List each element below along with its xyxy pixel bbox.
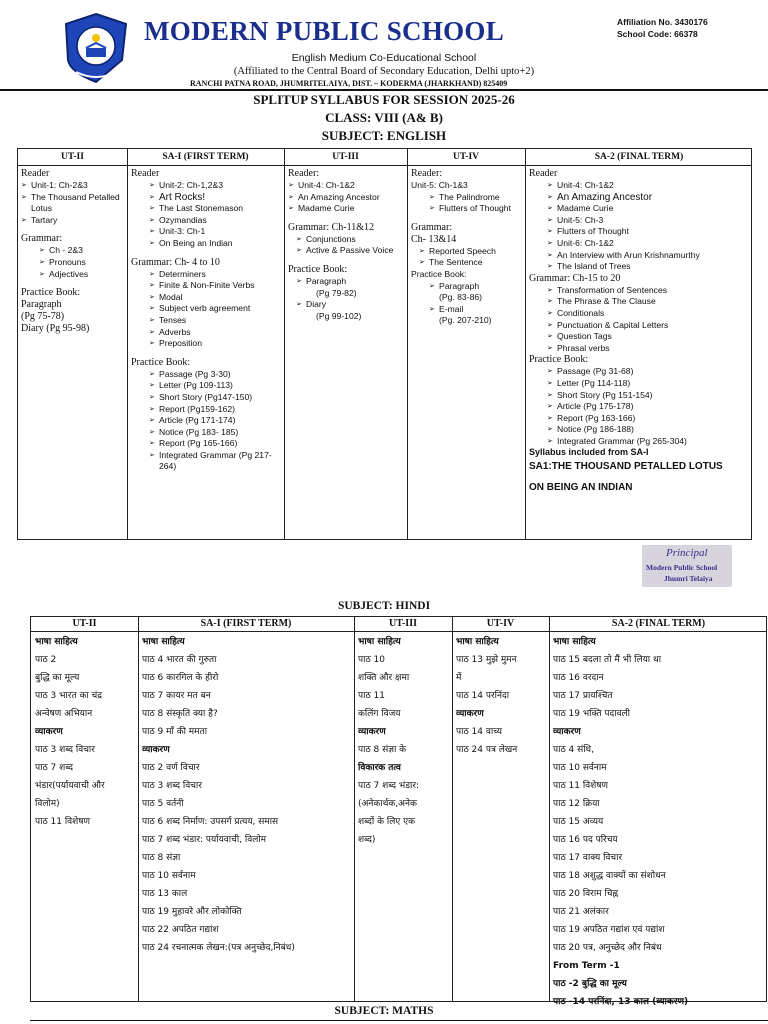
practice-heading: Practice Book: bbox=[411, 268, 467, 279]
grammar-heading: Grammar: bbox=[21, 233, 63, 245]
list-item: ➢ Reported Speech bbox=[419, 246, 523, 258]
list-item: पाठ 15 बदला तो मैं भी लिया था bbox=[553, 655, 662, 665]
section-heading: व्याकरण bbox=[142, 745, 170, 755]
page-bottom-rule bbox=[30, 1020, 768, 1021]
list-item: पाठ 4 संधि, bbox=[553, 745, 594, 755]
hindi-ut4-cell bbox=[456, 633, 548, 759]
list-item: ➢ The Last Stonemason bbox=[149, 203, 282, 215]
list-item: पाठ 22 अपठित गद्यांश bbox=[142, 925, 219, 935]
list-item: पाठ 24 पत्र लेखन bbox=[456, 745, 518, 755]
list-item: ➢ An Amazing Ancestor bbox=[547, 192, 751, 204]
maths-subject-title: SUBJECT: MATHS bbox=[334, 1005, 434, 1017]
stamp-text: Modern Public School bbox=[646, 563, 718, 572]
list-item: पाठ 16 वरदान bbox=[553, 673, 604, 683]
header-row-divider bbox=[18, 165, 751, 166]
list-item: कलिंग विजय bbox=[358, 709, 401, 719]
list-item: पाठ 8 संस्कृति क्या है? bbox=[142, 709, 218, 719]
column-divider bbox=[452, 617, 453, 1001]
list-item: ➢ Preposition bbox=[149, 338, 282, 350]
list-item: ➢ Conjunctions bbox=[296, 234, 405, 246]
list-item: ➢ Ch - 2&3 bbox=[39, 245, 125, 257]
list-item: पाठ 14 परनिंदा bbox=[456, 691, 510, 701]
list-item: पाठ 24 रचनात्मक लेखन:(पत्र अनुच्छेद,निबंध) bbox=[142, 943, 295, 953]
list-item: ➢ Adjectives bbox=[39, 269, 125, 281]
list-item: पाठ 6 शब्द निर्माण: उपसर्ग प्रत्यय, समास bbox=[142, 817, 279, 827]
list-item: ➢ E-mail bbox=[429, 304, 523, 316]
list-item: ➢ Ozymandias bbox=[149, 215, 282, 227]
header-divider bbox=[0, 89, 768, 91]
syllabus-note: Syllabus included from SA-I bbox=[529, 447, 649, 458]
list-item: ➢ Unit-1: Ch-2&3 bbox=[21, 180, 125, 192]
list-item: पाठ 13 मुझे मुमन bbox=[456, 655, 517, 665]
list-item: ➢ Paragraph bbox=[296, 276, 405, 288]
list-item: ➢ On Being an Indian bbox=[149, 238, 282, 250]
list-item: पाठ 2 वर्ण विचार bbox=[142, 763, 200, 773]
reader-heading: Reader bbox=[21, 168, 50, 179]
english-header-sa2: SA-2 (FINAL TERM) bbox=[594, 152, 684, 162]
english-sa2-cell bbox=[529, 168, 751, 495]
list-item: ➢ Subject verb agreement bbox=[149, 303, 282, 315]
list-item: पाठ 15 अव्यय bbox=[553, 817, 604, 827]
list-item: पाठ 17 वाक्य विचार bbox=[553, 853, 623, 863]
practice-heading: Practice Book: bbox=[21, 287, 81, 299]
list-item: शब्द) bbox=[358, 835, 376, 845]
list-item: विकारक तत्व bbox=[358, 763, 401, 773]
page-range: (Pg 79-82) bbox=[316, 287, 357, 298]
reader-heading: Reader: bbox=[288, 168, 320, 179]
affiliation-block bbox=[617, 16, 708, 40]
list-item: ➢ Adverbs bbox=[149, 327, 282, 339]
list-item: ➢ Unit-4: Ch-1&2 bbox=[547, 180, 751, 192]
school-address: RANCHI PATNA ROAD, JHUMRITELAIYA, DIST. – KODERMA (JHARKHAND) 825409 bbox=[190, 79, 508, 88]
list-item: भंडार(पर्यायवाची और bbox=[35, 781, 105, 791]
hindi-header-ut3: UT-III bbox=[389, 618, 417, 629]
list-item: ➢ Article (Pg 171-174) bbox=[149, 415, 282, 427]
list-item: ➢ Integrated Grammar (Pg 217-264) bbox=[149, 450, 282, 473]
school-medium: English Medium Co-Educational School bbox=[291, 52, 477, 64]
column-divider bbox=[525, 149, 526, 539]
list-item: पाठ -2 बुद्धि का मूल्य bbox=[553, 979, 627, 989]
grammar-heading: Grammar: Ch- 4 to 10 bbox=[131, 256, 220, 268]
list-item: ➢ An Interview with Arun Krishnamurthy bbox=[547, 250, 751, 262]
list-item: ➢ Madame Curie bbox=[288, 203, 405, 215]
hindi-ut3-cell bbox=[358, 633, 450, 849]
list-item: ➢ Tenses bbox=[149, 315, 282, 327]
list-item: ➢ Conditionals bbox=[547, 308, 751, 320]
list-item: ➢ The Thousand Petalled Lotus bbox=[21, 192, 125, 215]
list-item: पाठ 19 अपठित गद्यांश एवं पद्यांश bbox=[553, 925, 665, 935]
list-item: पाठ 20 पत्र, अनुच्छेद और निबंध bbox=[553, 943, 662, 953]
sa1-chapter-note: ON BEING AN INDIAN bbox=[529, 482, 633, 494]
list-item: ➢ Tartary bbox=[21, 215, 125, 227]
affiliation-number: Affiliation No. 3430176 bbox=[617, 17, 708, 27]
list-item: ➢ Art Rocks! bbox=[149, 192, 282, 204]
principal-stamp bbox=[642, 545, 732, 587]
english-header-ut3: UT-III bbox=[332, 152, 359, 162]
list-item: पाठ 5 वर्तनी bbox=[142, 799, 184, 809]
header-row-divider bbox=[31, 631, 766, 632]
section-heading: व्याकरण bbox=[553, 727, 581, 737]
term-note: From Term -1 bbox=[553, 961, 620, 971]
list-item: पाठ 4 भारत की गुरुता bbox=[142, 655, 217, 665]
practice-heading: Practice Book: bbox=[529, 354, 589, 366]
stamp-text: Jhumri Telaiya bbox=[664, 574, 713, 583]
section-heading: भाषा साहित्य bbox=[456, 637, 499, 647]
english-header-ut4: UT-IV bbox=[452, 152, 480, 162]
list-item: ➢ Question Tags bbox=[547, 331, 751, 343]
list-item: ➢ Transformation of Sentences bbox=[547, 285, 751, 297]
section-heading: व्याकरण bbox=[358, 727, 386, 737]
list-item: पाठ 3 भारत का चंद्र bbox=[35, 691, 103, 701]
list-item: पाठ 14 वाच्य bbox=[456, 727, 502, 737]
school-name: MODERN PUBLIC SCHOOL bbox=[144, 16, 505, 46]
list-item: पाठ 19 भक्ति पदावली bbox=[553, 709, 630, 719]
list-item: ➢ Phrasal verbs bbox=[547, 343, 751, 355]
list-item: ➢ Report (Pg 163-166) bbox=[547, 413, 751, 425]
column-divider bbox=[127, 149, 128, 539]
hindi-sa2-cell bbox=[553, 633, 766, 1011]
list-item: ➢ Active & Passive Voice bbox=[296, 245, 405, 257]
list-item: ➢ Modal bbox=[149, 292, 282, 304]
list-item: पाठ 7 शब्द भंडार: पर्यायवाची, विलोम bbox=[142, 835, 267, 845]
list-item: ➢ Unit-2: Ch-1,2&3 bbox=[149, 180, 282, 192]
list-item: बुद्धि का मूल्य bbox=[35, 673, 80, 683]
list-item: पाठ 11 bbox=[358, 691, 385, 701]
list-item: ➢ Pronouns bbox=[39, 257, 125, 269]
column-divider bbox=[549, 617, 550, 1001]
hindi-syllabus-table bbox=[30, 616, 767, 1007]
list-item: ➢ An Amazing Ancestor bbox=[288, 192, 405, 204]
list-item: ➢ Integrated Grammar (Pg 265-304) bbox=[547, 436, 751, 448]
list-item: ➢ Determiners bbox=[149, 269, 282, 281]
list-item: ➢ Flutters of Thought bbox=[547, 226, 751, 238]
english-ut4-cell bbox=[411, 168, 523, 327]
grammar-heading: Grammar: bbox=[411, 221, 453, 233]
list-item: ➢ Short Story (Pg 151-154) bbox=[547, 390, 751, 402]
list-item: ➢ Passage (Pg 3-30) bbox=[149, 369, 282, 381]
practice-line: (Pg 75-78) bbox=[21, 311, 65, 323]
list-item: ➢ The Phrase & The Clause bbox=[547, 296, 751, 308]
list-item: पाठ 8 संज्ञा bbox=[142, 853, 181, 863]
list-item: पाठ 2 bbox=[35, 655, 57, 665]
section-heading: भाषा साहित्य bbox=[553, 637, 596, 647]
practice-heading: Practice Book: bbox=[131, 356, 191, 368]
list-item: ➢ The Island of Trees bbox=[547, 261, 751, 273]
section-heading: भाषा साहित्य bbox=[35, 637, 78, 647]
list-item: ➢ Flutters of Thought bbox=[429, 203, 523, 215]
hindi-ut2-cell bbox=[35, 633, 136, 831]
list-item: ➢ Unit-5: Ch-3 bbox=[547, 215, 751, 227]
list-item: पाठ 9 माँ की ममता bbox=[142, 727, 208, 737]
reader-heading: Reader bbox=[529, 168, 558, 179]
list-item: ➢ The Sentence bbox=[419, 257, 523, 269]
list-item: पाठ 10 सर्वनाम bbox=[142, 871, 196, 881]
column-divider bbox=[407, 149, 408, 539]
list-item: ➢ Unit-6: Ch-1&2 bbox=[547, 238, 751, 250]
english-header-ut2: UT-II bbox=[61, 152, 84, 162]
list-item: ➢ Report (Pg 165-166) bbox=[149, 438, 282, 450]
english-subject-title: SUBJECT: ENGLISH bbox=[321, 128, 447, 143]
list-item: पाठ 11 विशेषण bbox=[35, 817, 91, 827]
english-ut2-cell bbox=[21, 168, 125, 335]
column-divider bbox=[284, 149, 285, 539]
list-item: ➢ Letter (Pg 114-118) bbox=[547, 378, 751, 390]
hindi-subject-title: SUBJECT: HINDI bbox=[337, 600, 431, 612]
english-sa1-cell bbox=[131, 168, 282, 473]
stamp-text: Principal bbox=[666, 547, 708, 559]
list-item: में bbox=[456, 673, 462, 683]
list-item: पाठ 10 bbox=[358, 655, 385, 665]
list-item: पाठ 7 शब्द भंडार: bbox=[358, 781, 420, 791]
list-item: पाठ 21 अलंकार bbox=[553, 907, 609, 917]
list-item: ➢ Unit-4: Ch-1&2 bbox=[288, 180, 405, 192]
practice-line: Diary (Pg 95-98) bbox=[21, 323, 90, 335]
sa1-chapter-note: SA1:THE THOUSAND PETALLED LOTUS bbox=[529, 461, 723, 473]
grammar-heading: Grammar: Ch-15 to 20 bbox=[529, 272, 621, 284]
list-item: ➢ Notice (Pg 183- 185) bbox=[149, 427, 282, 439]
reader-heading: Reader: bbox=[411, 168, 443, 179]
hindi-header-sa1: SA-I (FIRST TERM) bbox=[200, 618, 292, 629]
list-item: पाठ 17 प्रायश्चित bbox=[553, 691, 613, 701]
list-item: पाठ 16 पद परिचय bbox=[553, 835, 618, 845]
section-heading: भाषा साहित्य bbox=[142, 637, 185, 647]
unit-line: Unit-5: Ch-1&3 bbox=[411, 180, 468, 190]
list-item: ➢ Finite & Non-Finite Verbs bbox=[149, 280, 282, 292]
section-heading: व्याकरण bbox=[456, 709, 484, 719]
column-divider bbox=[354, 617, 355, 1001]
hindi-header-ut2: UT-II bbox=[72, 618, 97, 629]
section-heading: व्याकरण bbox=[35, 727, 63, 737]
list-item: पाठ 12 क्रिया bbox=[553, 799, 600, 809]
list-item: पाठ 11 विशेषण bbox=[553, 781, 609, 791]
list-item: ➢ Short Story (Pg147-150) bbox=[149, 392, 282, 404]
section-heading: भाषा साहित्य bbox=[358, 637, 401, 647]
affiliation-line: (Affiliated to the Central Board of Secondary Education, Delhi upto+2) bbox=[233, 66, 535, 77]
list-item: पाठ 10 सर्वनाम bbox=[553, 763, 607, 773]
list-item: ➢ Madame Curie bbox=[547, 203, 751, 215]
page-range: (Pg. 83-86) bbox=[439, 292, 482, 303]
list-item: ➢ Paragraph bbox=[429, 281, 523, 293]
list-item: पाठ 19 मुहावरे और लोकोक्ति bbox=[142, 907, 242, 917]
list-item: शक्ति और क्षमा bbox=[358, 673, 410, 683]
list-item: पाठ 18 अशुद्ध वाक्यों का संशोधन bbox=[553, 871, 666, 881]
page-range: (Pg 99-102) bbox=[316, 310, 362, 321]
list-item: ➢ Diary bbox=[296, 299, 405, 311]
list-item: पाठ 6 कारगिल के हीरो bbox=[142, 673, 219, 683]
list-item: पाठ 8 संज्ञा के bbox=[358, 745, 407, 755]
english-header-sa1: SA-I (FIRST TERM) bbox=[162, 152, 249, 162]
hindi-sa1-cell bbox=[142, 633, 352, 957]
class-title: CLASS: VIII (A& B) bbox=[325, 110, 443, 125]
session-title: SPLITUP SYLLABUS FOR SESSION 2025-26 bbox=[253, 92, 515, 107]
list-item: ➢ Report (Pg159-162) bbox=[149, 404, 282, 416]
hindi-header-sa2: SA-2 (FINAL TERM) bbox=[611, 618, 706, 629]
letterhead bbox=[0, 0, 768, 92]
list-item: पाठ 13 काल bbox=[142, 889, 188, 899]
column-divider bbox=[138, 617, 139, 1001]
list-item: ➢ Letter (Pg 109-113) bbox=[149, 380, 282, 392]
list-item: पाठ 7 शब्द bbox=[35, 763, 74, 773]
list-item: पाठ 3 शब्द विचार bbox=[35, 745, 95, 755]
grammar-heading: Grammar: Ch-11&12 bbox=[288, 221, 375, 233]
list-item: ➢ Article (Pg 175-178) bbox=[547, 401, 751, 413]
list-item: पाठ -14 परनिंदा, 13 काल (व्याकरण) bbox=[553, 997, 689, 1007]
practice-heading: Practice Book: bbox=[288, 263, 348, 275]
list-item: (अनेकार्थक,अनेक bbox=[358, 799, 417, 809]
list-item: पाठ 20 विराम चिह्न bbox=[553, 889, 619, 899]
list-item: ➢ The Palindrome bbox=[429, 192, 523, 204]
list-item: शब्दों के लिए एक bbox=[358, 817, 416, 827]
list-item: ➢ Notice (Pg 186-188) bbox=[547, 424, 751, 436]
list-item: पाठ 7 कायर मत बन bbox=[142, 691, 211, 701]
page-range: (Pg. 207-210) bbox=[439, 315, 492, 326]
english-ut3-cell bbox=[288, 168, 405, 322]
list-item: ➢ Unit-3: Ch-1 bbox=[149, 226, 282, 238]
list-item: विलोम) bbox=[35, 799, 60, 809]
english-syllabus-table bbox=[17, 148, 752, 540]
hindi-header-ut4: UT-IV bbox=[486, 618, 515, 629]
school-code: School Code: 66378 bbox=[617, 29, 698, 39]
list-item: ➢ Passage (Pg 31-68) bbox=[547, 366, 751, 378]
list-item: पाठ 3 शब्द विचार bbox=[142, 781, 202, 791]
practice-line: Paragraph bbox=[21, 299, 62, 311]
reader-heading: Reader bbox=[131, 168, 160, 179]
grammar-chapters: Ch- 13&14 bbox=[411, 233, 457, 245]
list-item: अन्वेषण अभियान bbox=[35, 709, 93, 719]
list-item: ➢ Punctuation & Capital Letters bbox=[547, 320, 751, 332]
